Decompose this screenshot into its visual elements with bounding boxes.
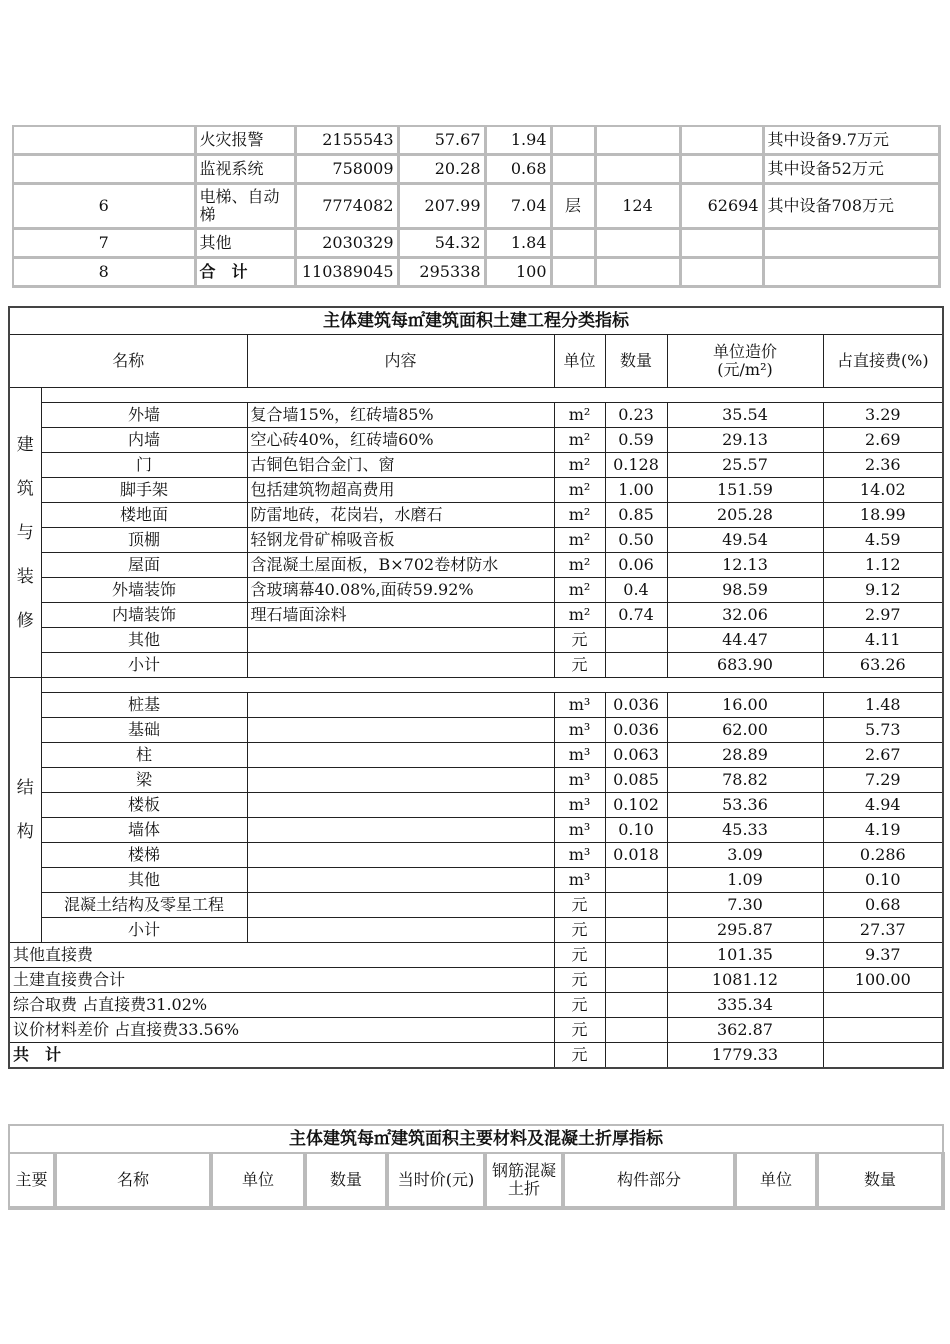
item-content bbox=[247, 628, 554, 653]
item-unit-price bbox=[680, 258, 763, 287]
row-index: 7 bbox=[13, 229, 195, 258]
mat-header-part: 构件部分 bbox=[563, 1153, 735, 1208]
item-unit: m³ bbox=[554, 868, 605, 893]
civil-cost-index-table bbox=[8, 306, 944, 1069]
item-qty bbox=[605, 628, 667, 653]
item-cost: 78.82 bbox=[667, 768, 823, 793]
item-name: 桩基 bbox=[41, 693, 247, 718]
item-content bbox=[247, 768, 554, 793]
summary-row bbox=[9, 1043, 943, 1069]
item-share: 1.12 bbox=[823, 553, 943, 578]
table-row bbox=[9, 818, 943, 843]
item-cost: 1.09 bbox=[667, 868, 823, 893]
item-share: 2.97 bbox=[823, 603, 943, 628]
mat-header-main: 主要 bbox=[9, 1153, 55, 1208]
item-unit: m³ bbox=[554, 768, 605, 793]
item-cost: 44.47 bbox=[667, 628, 823, 653]
item-share: 9.12 bbox=[823, 578, 943, 603]
spacer-cell bbox=[41, 678, 943, 693]
row-index bbox=[13, 155, 195, 184]
item-name: 其他 bbox=[41, 868, 247, 893]
mat-header-name: 名称 bbox=[55, 1153, 211, 1208]
spacer-row bbox=[9, 388, 943, 403]
item-cost: 7.30 bbox=[667, 893, 823, 918]
item-name: 梁 bbox=[41, 768, 247, 793]
item-qty: 0.23 bbox=[605, 403, 667, 428]
summary-unit: 元 bbox=[554, 943, 605, 968]
item-name: 楼梯 bbox=[41, 843, 247, 868]
item-share: 5.73 bbox=[823, 718, 943, 743]
row-index bbox=[13, 126, 195, 155]
group-label-building-char: 与 bbox=[16, 522, 34, 543]
summary-qty bbox=[605, 1043, 667, 1069]
summary-name: 其他直接费 bbox=[9, 943, 554, 968]
item-unit-price bbox=[680, 229, 763, 258]
item-name: 监视系统 bbox=[195, 155, 295, 184]
equipment-cost-table bbox=[12, 125, 941, 288]
group-label-building bbox=[9, 388, 41, 678]
item-unit: 元 bbox=[554, 918, 605, 943]
item-name: 外墙 bbox=[41, 403, 247, 428]
spacer-row bbox=[9, 678, 943, 693]
item-unit: m² bbox=[554, 403, 605, 428]
mat-header-unit2: 单位 bbox=[735, 1153, 817, 1208]
item-unit: 元 bbox=[554, 653, 605, 678]
item-per-m2: 57.67 bbox=[398, 126, 485, 155]
table-row bbox=[9, 553, 943, 578]
item-amount: 2030329 bbox=[295, 229, 398, 258]
item-qty: 0.4 bbox=[605, 578, 667, 603]
summary-name: 共 计 bbox=[9, 1043, 554, 1069]
table-row bbox=[9, 893, 943, 918]
item-share: 2.36 bbox=[823, 453, 943, 478]
summary-cost: 1081.12 bbox=[667, 968, 823, 993]
item-qty bbox=[605, 918, 667, 943]
item-qty bbox=[605, 893, 667, 918]
mat-header-qty: 数量 bbox=[305, 1153, 387, 1208]
summary-row bbox=[9, 968, 943, 993]
item-amount: 7774082 bbox=[295, 184, 398, 229]
item-name: 屋面 bbox=[41, 553, 247, 578]
item-share: 1.48 bbox=[823, 693, 943, 718]
row-index: 6 bbox=[13, 184, 195, 229]
header-qty: 数量 bbox=[605, 335, 667, 388]
group-label-building-char: 筑 bbox=[16, 478, 34, 499]
materials-index-table bbox=[8, 1124, 945, 1210]
item-qty bbox=[595, 155, 680, 184]
table-row bbox=[9, 478, 943, 503]
table-row bbox=[9, 918, 943, 943]
item-content: 古铜色铝合金门、窗 bbox=[247, 453, 554, 478]
item-name: 电梯、自动梯 bbox=[195, 184, 295, 229]
table-row bbox=[13, 126, 939, 155]
item-name: 其他 bbox=[195, 229, 295, 258]
item-name: 混凝土结构及零星工程 bbox=[41, 893, 247, 918]
row-index: 8 bbox=[13, 258, 195, 287]
table-row bbox=[9, 843, 943, 868]
item-unit: m³ bbox=[554, 693, 605, 718]
table-row bbox=[9, 718, 943, 743]
item-share: 4.59 bbox=[823, 528, 943, 553]
item-percent: 0.68 bbox=[485, 155, 551, 184]
item-name: 内墙 bbox=[41, 428, 247, 453]
table-row bbox=[13, 258, 939, 287]
item-content: 复合墙15%，红砖墙85% bbox=[247, 403, 554, 428]
item-cost: 3.09 bbox=[667, 843, 823, 868]
item-qty: 0.063 bbox=[605, 743, 667, 768]
summary-name: 议价材料差价 占直接费33.56% bbox=[9, 1018, 554, 1043]
item-qty: 0.74 bbox=[605, 603, 667, 628]
item-unit bbox=[551, 229, 595, 258]
item-share: 27.37 bbox=[823, 918, 943, 943]
item-unit: m³ bbox=[554, 718, 605, 743]
header-unit-cost bbox=[667, 335, 823, 388]
table-row bbox=[9, 528, 943, 553]
item-share: 3.29 bbox=[823, 403, 943, 428]
item-content bbox=[247, 868, 554, 893]
summary-unit: 元 bbox=[554, 968, 605, 993]
item-share: 4.11 bbox=[823, 628, 943, 653]
item-name: 内墙装饰 bbox=[41, 603, 247, 628]
item-name: 外墙装饰 bbox=[41, 578, 247, 603]
item-name: 基础 bbox=[41, 718, 247, 743]
item-qty: 0.06 bbox=[605, 553, 667, 578]
item-content bbox=[247, 743, 554, 768]
item-unit: m² bbox=[554, 503, 605, 528]
item-unit: m² bbox=[554, 478, 605, 503]
header-unit-cost-unit: (元/m²) bbox=[717, 360, 773, 379]
summary-share: 100.00 bbox=[823, 968, 943, 993]
table-row bbox=[13, 155, 939, 184]
item-cost: 151.59 bbox=[667, 478, 823, 503]
item-qty: 0.59 bbox=[605, 428, 667, 453]
item-cost: 28.89 bbox=[667, 743, 823, 768]
summary-row bbox=[9, 1018, 943, 1043]
item-percent: 7.04 bbox=[485, 184, 551, 229]
item-cost: 35.54 bbox=[667, 403, 823, 428]
summary-cost: 335.34 bbox=[667, 993, 823, 1018]
item-note: 其中设备708万元 bbox=[763, 184, 939, 229]
item-content bbox=[247, 718, 554, 743]
summary-row bbox=[9, 993, 943, 1018]
item-cost: 25.57 bbox=[667, 453, 823, 478]
materials-table-title: 主体建筑每㎡建筑面积主要材料及混凝土折厚指标 bbox=[9, 1125, 943, 1153]
item-per-m2: 207.99 bbox=[398, 184, 485, 229]
item-qty bbox=[595, 258, 680, 287]
summary-share bbox=[823, 1043, 943, 1069]
header-unit: 单位 bbox=[554, 335, 605, 388]
item-cost: 16.00 bbox=[667, 693, 823, 718]
summary-cost: 101.35 bbox=[667, 943, 823, 968]
item-qty: 0.036 bbox=[605, 693, 667, 718]
table-row bbox=[9, 603, 943, 628]
item-qty: 1.00 bbox=[605, 478, 667, 503]
item-unit: m³ bbox=[554, 793, 605, 818]
table-row bbox=[9, 793, 943, 818]
item-share: 0.68 bbox=[823, 893, 943, 918]
item-name: 脚手架 bbox=[41, 478, 247, 503]
item-name: 楼板 bbox=[41, 793, 247, 818]
item-qty: 0.036 bbox=[605, 718, 667, 743]
item-cost: 98.59 bbox=[667, 578, 823, 603]
summary-share: 9.37 bbox=[823, 943, 943, 968]
item-name: 墙体 bbox=[41, 818, 247, 843]
item-share: 0.10 bbox=[823, 868, 943, 893]
item-cost: 62.00 bbox=[667, 718, 823, 743]
item-content bbox=[247, 818, 554, 843]
table-row bbox=[9, 503, 943, 528]
item-content: 空心砖40%，红砖墙60% bbox=[247, 428, 554, 453]
header-content: 内容 bbox=[247, 335, 554, 388]
item-qty bbox=[605, 868, 667, 893]
item-unit: m³ bbox=[554, 743, 605, 768]
table-row bbox=[9, 868, 943, 893]
civil-table-title: 主体建筑每㎡建筑面积土建工程分类指标 bbox=[9, 307, 943, 335]
item-qty: 0.85 bbox=[605, 503, 667, 528]
item-name: 合 计 bbox=[195, 258, 295, 287]
item-unit: 元 bbox=[554, 893, 605, 918]
item-content bbox=[247, 653, 554, 678]
item-unit-price bbox=[680, 126, 763, 155]
item-share: 2.67 bbox=[823, 743, 943, 768]
header-share: 占直接费(%) bbox=[823, 335, 943, 388]
item-content: 防雷地砖，花岗岩，水磨石 bbox=[247, 503, 554, 528]
header-unit-cost-label: 单位造价 bbox=[712, 342, 777, 361]
item-note: 其中设备9.7万元 bbox=[763, 126, 939, 155]
item-share: 2.69 bbox=[823, 428, 943, 453]
summary-name: 综合取费 占直接费31.02% bbox=[9, 993, 554, 1018]
item-content bbox=[247, 793, 554, 818]
summary-row bbox=[9, 943, 943, 968]
item-content bbox=[247, 918, 554, 943]
table-row bbox=[9, 743, 943, 768]
item-amount: 110389045 bbox=[295, 258, 398, 287]
item-cost: 29.13 bbox=[667, 428, 823, 453]
mat-header-unit: 单位 bbox=[211, 1153, 305, 1208]
item-qty: 0.50 bbox=[605, 528, 667, 553]
item-unit: m² bbox=[554, 603, 605, 628]
item-cost: 683.90 bbox=[667, 653, 823, 678]
item-cost: 53.36 bbox=[667, 793, 823, 818]
item-qty: 0.018 bbox=[605, 843, 667, 868]
item-cost: 12.13 bbox=[667, 553, 823, 578]
item-per-m2: 20.28 bbox=[398, 155, 485, 184]
item-content: 含玻璃幕40.08%,面砖59.92% bbox=[247, 578, 554, 603]
item-share: 4.94 bbox=[823, 793, 943, 818]
summary-unit: 元 bbox=[554, 1043, 605, 1069]
item-percent: 1.84 bbox=[485, 229, 551, 258]
item-share: 18.99 bbox=[823, 503, 943, 528]
table-row bbox=[13, 229, 939, 258]
item-unit: m³ bbox=[554, 843, 605, 868]
item-content: 理石墙面涂料 bbox=[247, 603, 554, 628]
header-name: 名称 bbox=[9, 335, 247, 388]
item-cost: 295.87 bbox=[667, 918, 823, 943]
summary-cost: 1779.33 bbox=[667, 1043, 823, 1069]
item-unit-price bbox=[680, 155, 763, 184]
item-qty bbox=[595, 126, 680, 155]
item-unit: m² bbox=[554, 453, 605, 478]
table-row bbox=[9, 578, 943, 603]
group-label-structure-char: 构 bbox=[16, 822, 34, 842]
spacer-cell bbox=[41, 388, 943, 403]
summary-name: 土建直接费合计 bbox=[9, 968, 554, 993]
group-label-building-char: 建 bbox=[16, 434, 34, 455]
item-unit bbox=[551, 258, 595, 287]
mat-header-qty2: 数量 bbox=[817, 1153, 943, 1208]
item-unit: m² bbox=[554, 578, 605, 603]
item-content bbox=[247, 693, 554, 718]
item-content bbox=[247, 893, 554, 918]
table-row bbox=[9, 628, 943, 653]
summary-unit: 元 bbox=[554, 993, 605, 1018]
item-unit: m³ bbox=[554, 818, 605, 843]
item-note bbox=[763, 229, 939, 258]
group-label-structure-char: 结 bbox=[16, 778, 34, 798]
item-qty: 0.085 bbox=[605, 768, 667, 793]
item-share: 7.29 bbox=[823, 768, 943, 793]
item-unit bbox=[551, 155, 595, 184]
item-unit bbox=[551, 126, 595, 155]
item-unit-price: 62694 bbox=[680, 184, 763, 229]
item-percent: 100 bbox=[485, 258, 551, 287]
item-name: 其他 bbox=[41, 628, 247, 653]
item-cost: 205.28 bbox=[667, 503, 823, 528]
table-row bbox=[13, 184, 939, 229]
item-qty: 0.102 bbox=[605, 793, 667, 818]
item-unit: 层 bbox=[551, 184, 595, 229]
item-qty bbox=[605, 653, 667, 678]
summary-qty bbox=[605, 1018, 667, 1043]
summary-qty bbox=[605, 968, 667, 993]
table-row bbox=[9, 453, 943, 478]
summary-share bbox=[823, 1018, 943, 1043]
item-qty: 124 bbox=[595, 184, 680, 229]
group-label-structure bbox=[9, 678, 41, 943]
item-share: 14.02 bbox=[823, 478, 943, 503]
item-qty bbox=[595, 229, 680, 258]
item-unit: m² bbox=[554, 553, 605, 578]
item-name: 门 bbox=[41, 453, 247, 478]
item-unit: m² bbox=[554, 428, 605, 453]
item-content: 含混凝土屋面板，B×702卷材防水 bbox=[247, 553, 554, 578]
item-unit: 元 bbox=[554, 628, 605, 653]
item-name: 小计 bbox=[41, 918, 247, 943]
item-unit: m² bbox=[554, 528, 605, 553]
item-cost: 32.06 bbox=[667, 603, 823, 628]
table-row bbox=[9, 693, 943, 718]
item-note bbox=[763, 258, 939, 287]
mat-header-rc: 钢筋混凝土折 bbox=[485, 1153, 563, 1208]
item-amount: 758009 bbox=[295, 155, 398, 184]
item-content: 包括建筑物超高费用 bbox=[247, 478, 554, 503]
item-qty: 0.10 bbox=[605, 818, 667, 843]
item-share: 63.26 bbox=[823, 653, 943, 678]
item-share: 0.286 bbox=[823, 843, 943, 868]
item-cost: 49.54 bbox=[667, 528, 823, 553]
item-name: 火灾报警 bbox=[195, 126, 295, 155]
summary-share bbox=[823, 993, 943, 1018]
item-name: 顶棚 bbox=[41, 528, 247, 553]
item-note: 其中设备52万元 bbox=[763, 155, 939, 184]
item-share: 4.19 bbox=[823, 818, 943, 843]
table-row bbox=[9, 653, 943, 678]
group-label-building-char: 装 bbox=[16, 566, 34, 587]
summary-unit: 元 bbox=[554, 1018, 605, 1043]
item-name: 楼地面 bbox=[41, 503, 247, 528]
item-name: 小计 bbox=[41, 653, 247, 678]
table-row bbox=[9, 403, 943, 428]
summary-cost: 362.87 bbox=[667, 1018, 823, 1043]
item-content bbox=[247, 843, 554, 868]
item-content: 轻钢龙骨矿棉吸音板 bbox=[247, 528, 554, 553]
mat-header-price: 当时价(元) bbox=[387, 1153, 485, 1208]
summary-qty bbox=[605, 943, 667, 968]
item-per-m2: 295338 bbox=[398, 258, 485, 287]
item-percent: 1.94 bbox=[485, 126, 551, 155]
item-cost: 45.33 bbox=[667, 818, 823, 843]
item-qty: 0.128 bbox=[605, 453, 667, 478]
summary-qty bbox=[605, 993, 667, 1018]
table-row bbox=[9, 768, 943, 793]
item-per-m2: 54.32 bbox=[398, 229, 485, 258]
group-label-building-char: 修 bbox=[16, 610, 34, 631]
table-row bbox=[9, 428, 943, 453]
item-name: 柱 bbox=[41, 743, 247, 768]
item-amount: 2155543 bbox=[295, 126, 398, 155]
